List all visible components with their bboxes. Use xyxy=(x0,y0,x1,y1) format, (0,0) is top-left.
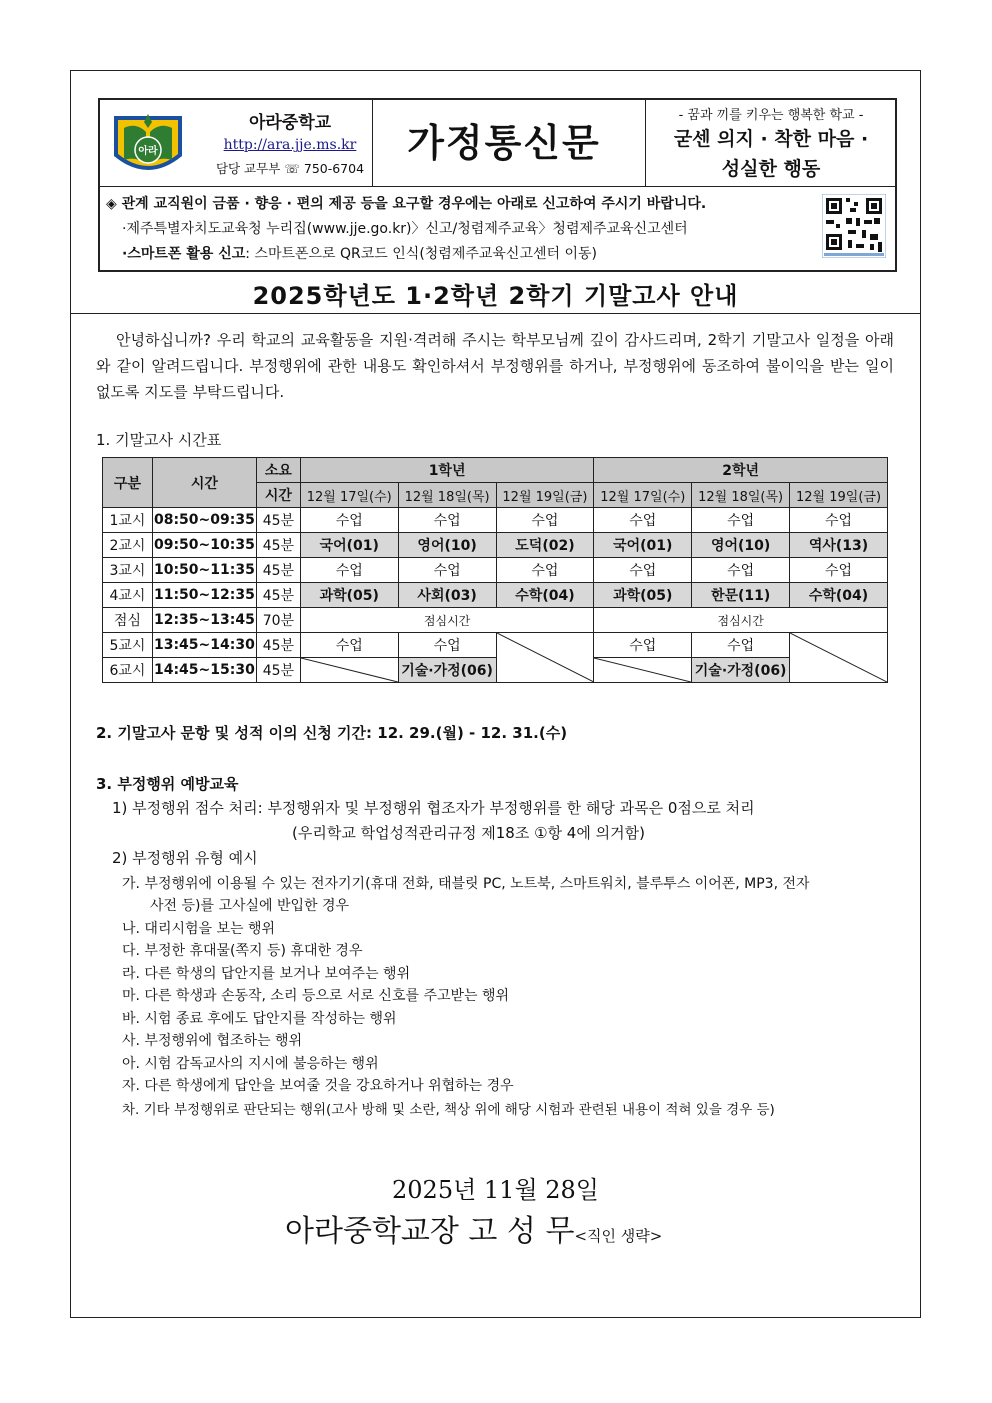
exam-subject-cell: 기술·가정(06) xyxy=(398,658,496,683)
period-cell: 3교시 xyxy=(103,558,153,583)
report-notice: ◈ 관계 교직원이 금품 · 향응 · 편의 제공 등을 요구할 경우에는 아래로 신고하여 주시기 바랍니다. xyxy=(106,196,707,212)
header-date: 12월 17일(수) xyxy=(594,483,692,508)
table-row xyxy=(103,583,888,608)
header-grade-1: 1학년 xyxy=(300,458,594,483)
list-item: 다. 부정한 휴대물(쪽지 등) 휴대한 경우 xyxy=(122,943,363,959)
newsletter-title: 가정통신문 xyxy=(407,121,601,165)
table-row xyxy=(103,658,888,683)
class-cell: 수업 xyxy=(790,508,888,533)
header-top-row xyxy=(100,100,895,187)
time-cell: 14:45~15:30 xyxy=(152,658,256,683)
exam-subject-cell: 한문(11) xyxy=(692,583,790,608)
class-cell: 수업 xyxy=(594,558,692,583)
header-date: 12월 18일(목) xyxy=(398,483,496,508)
header-period: 구분 xyxy=(103,458,153,508)
newsletter-header xyxy=(98,98,897,272)
class-cell: 수업 xyxy=(398,558,496,583)
period-cell: 1교시 xyxy=(103,508,153,533)
table-row xyxy=(103,608,888,633)
list-item: 자. 다른 학생에게 답안을 보여줄 것을 강요하거나 위협하는 경우 xyxy=(122,1078,514,1094)
list-item: 사. 부정행위에 협조하는 행위 xyxy=(122,1033,303,1049)
school-name: 아라중학교 xyxy=(248,113,332,133)
school-info xyxy=(210,108,370,177)
seal-omitted-note: <직인 생략> xyxy=(574,1227,663,1245)
header-duration-1: 소요 xyxy=(256,458,300,483)
class-cell: 수업 xyxy=(300,633,398,658)
svg-text:아라: 아라 xyxy=(138,146,158,157)
duration-cell: 45분 xyxy=(256,633,300,658)
exam-subject-cell: 사회(03) xyxy=(398,583,496,608)
divider xyxy=(645,100,646,186)
exam-subject-cell: 과학(05) xyxy=(594,583,692,608)
report-phone-label: ·스마트폰 활용 신고 xyxy=(122,246,246,262)
diagonal-line xyxy=(790,633,887,682)
title-divider xyxy=(70,313,921,314)
empty-slash-cell xyxy=(594,658,692,683)
time-cell: 11:50~12:35 xyxy=(152,583,256,608)
period-cell: 점심 xyxy=(103,608,153,633)
list-item: 바. 시험 종료 후에도 답안지를 작성하는 행위 xyxy=(122,1011,397,1027)
duration-cell: 45분 xyxy=(256,583,300,608)
class-cell: 수업 xyxy=(594,508,692,533)
exam-subject-cell: 영어(10) xyxy=(398,533,496,558)
class-cell: 수업 xyxy=(692,558,790,583)
diagonal-line xyxy=(497,633,594,682)
header-date: 12월 19일(금) xyxy=(496,483,594,508)
exam-subject-cell: 역사(13) xyxy=(790,533,888,558)
class-cell: 수업 xyxy=(300,558,398,583)
principal-signature xyxy=(285,1206,662,1250)
time-cell: 10:50~11:35 xyxy=(152,558,256,583)
period-cell: 6교시 xyxy=(103,658,153,683)
class-cell: 수업 xyxy=(692,508,790,533)
list-item: 라. 다른 학생의 답안지를 보거나 보여주는 행위 xyxy=(122,966,411,982)
time-cell: 08:50~09:35 xyxy=(152,508,256,533)
lunch-cell: 점심시간 xyxy=(594,608,888,633)
school-url-link[interactable]: http://ara.jje.ms.kr xyxy=(223,137,357,153)
intro-paragraph: 안녕하십니까? 우리 학교의 교육활동을 지원·격려해 주시는 학부모님께 깊이 감사드리며, 2학기 기말고사 일정을 아래와 같이 알려드립니다. 부정행위에 관한 내용도 확인하셔서 부정행위를 하거나, 부정행위에 동조하여 불이익을 받는 일이 없도록 지도를 부탁드립니다. xyxy=(96,331,894,401)
header-date: 12월 18일(목) xyxy=(692,483,790,508)
exam-schedule-table xyxy=(102,457,888,683)
exam-subject-cell: 수학(04) xyxy=(496,583,594,608)
exam-subject-cell: 영어(10) xyxy=(692,533,790,558)
penalty-rule: 1) 부정행위 점수 처리: 부정행위자 및 부정행위 협조자가 부정행위를 한 해당 과목은 0점으로 처리 xyxy=(112,799,755,817)
exam-subject-cell: 도덕(02) xyxy=(496,533,594,558)
lunch-cell: 점심시간 xyxy=(300,608,594,633)
school-motto xyxy=(648,104,894,183)
diagonal-line xyxy=(301,658,398,682)
contact-info: 담당 교무부 ☏ 750-6704 xyxy=(215,161,365,176)
report-box xyxy=(100,188,895,272)
duration-cell: 45분 xyxy=(256,508,300,533)
exam-subject-cell: 과학(05) xyxy=(300,583,398,608)
qr-code-icon[interactable] xyxy=(822,194,886,258)
class-cell: 수업 xyxy=(496,508,594,533)
issue-date: 2025년 11월 28일 xyxy=(392,1176,599,1204)
duration-cell: 45분 xyxy=(256,558,300,583)
period-cell: 4교시 xyxy=(103,583,153,608)
list-item-continued: 사전 등)를 고사실에 반입한 경우 xyxy=(150,898,350,914)
list-item: 마. 다른 학생과 손동작, 소리 등으로 서로 신호를 주고받는 행위 xyxy=(122,988,510,1004)
exam-subject-cell: 기술·가정(06) xyxy=(692,658,790,683)
class-cell: 수업 xyxy=(790,558,888,583)
period-cell: 5교시 xyxy=(103,633,153,658)
class-cell: 수업 xyxy=(398,633,496,658)
table-row xyxy=(103,508,888,533)
time-cell: 09:50~10:35 xyxy=(152,533,256,558)
document-title: 2025학년도 1·2학년 2학기 기말고사 안내 xyxy=(252,282,739,310)
class-cell: 수업 xyxy=(496,558,594,583)
header-duration-2: 시간 xyxy=(256,483,300,508)
class-cell: 수업 xyxy=(300,508,398,533)
section-2-heading: 2. 기말고사 문항 및 성적 이의 신청 기간: 12. 29.(월) - 12. 31.(수) xyxy=(96,724,568,742)
duration-cell: 45분 xyxy=(256,658,300,683)
exam-subject-cell: 수학(04) xyxy=(790,583,888,608)
list-item: 아. 시험 감독교사의 지시에 불응하는 행위 xyxy=(122,1056,379,1072)
table-row xyxy=(103,533,888,558)
school-logo xyxy=(108,106,188,180)
exam-subject-cell: 국어(01) xyxy=(300,533,398,558)
motto-line-2: 성실한 행동 xyxy=(721,158,821,180)
motto-line-1: 굳센 의지 · 착한 마음 · xyxy=(673,128,869,150)
exam-subject-cell: 국어(01) xyxy=(594,533,692,558)
section-3-heading: 3. 부정행위 예방교육 xyxy=(96,775,239,793)
class-cell: 수업 xyxy=(594,633,692,658)
header-date: 12월 17일(수) xyxy=(300,483,398,508)
diagonal-line xyxy=(594,658,691,682)
report-phone xyxy=(122,243,597,263)
motto-subtitle: - 꿈과 끼를 키우는 행복한 학교 - xyxy=(678,108,864,123)
report-web: ·제주특별자치도교육청 누리집(www.jje.go.kr)〉신고/청렴제주교육〉청렴제주교육신고센터 xyxy=(122,221,688,237)
empty-slash-cell xyxy=(496,633,594,683)
duration-cell: 70분 xyxy=(256,608,300,633)
penalty-rule-basis: (우리학교 학업성적관리규정 제18조 ①항 4에 의거함) xyxy=(292,824,645,842)
list-item: 가. 부정행위에 이용될 수 있는 전자기기(휴대 전화, 태블릿 PC, 노트북, 스마트워치, 블루투스 이어폰, MP3, 전자 xyxy=(122,876,810,892)
report-phone-text: : 스마트폰으로 QR코드 인식(청렴제주교육신고센터 이동) xyxy=(245,246,597,262)
header-date: 12월 19일(금) xyxy=(790,483,888,508)
header-grade-2: 2학년 xyxy=(594,458,888,483)
empty-slash-cell xyxy=(300,658,398,683)
duration-cell: 45분 xyxy=(256,533,300,558)
list-item: 차. 기타 부정행위로 판단되는 행위(고사 방해 및 소란, 책상 위에 해당 시험과 관련된 내용이 적혀 있을 경우 등) xyxy=(122,1102,775,1118)
class-cell: 수업 xyxy=(692,633,790,658)
header-time: 시간 xyxy=(152,458,256,508)
empty-slash-cell xyxy=(790,633,888,683)
signature-name: 아라중학교장 고 성 무 xyxy=(285,1214,575,1249)
cheating-types-heading: 2) 부정행위 유형 예시 xyxy=(112,849,258,867)
list-item: 나. 대리시험을 보는 행위 xyxy=(122,921,276,937)
class-cell: 수업 xyxy=(398,508,496,533)
section-1-heading: 1. 기말고사 시간표 xyxy=(96,431,222,449)
table-row xyxy=(103,558,888,583)
time-cell: 12:35~13:45 xyxy=(152,608,256,633)
period-cell: 2교시 xyxy=(103,533,153,558)
time-cell: 13:45~14:30 xyxy=(152,633,256,658)
table-row xyxy=(103,633,888,658)
divider xyxy=(372,100,373,186)
